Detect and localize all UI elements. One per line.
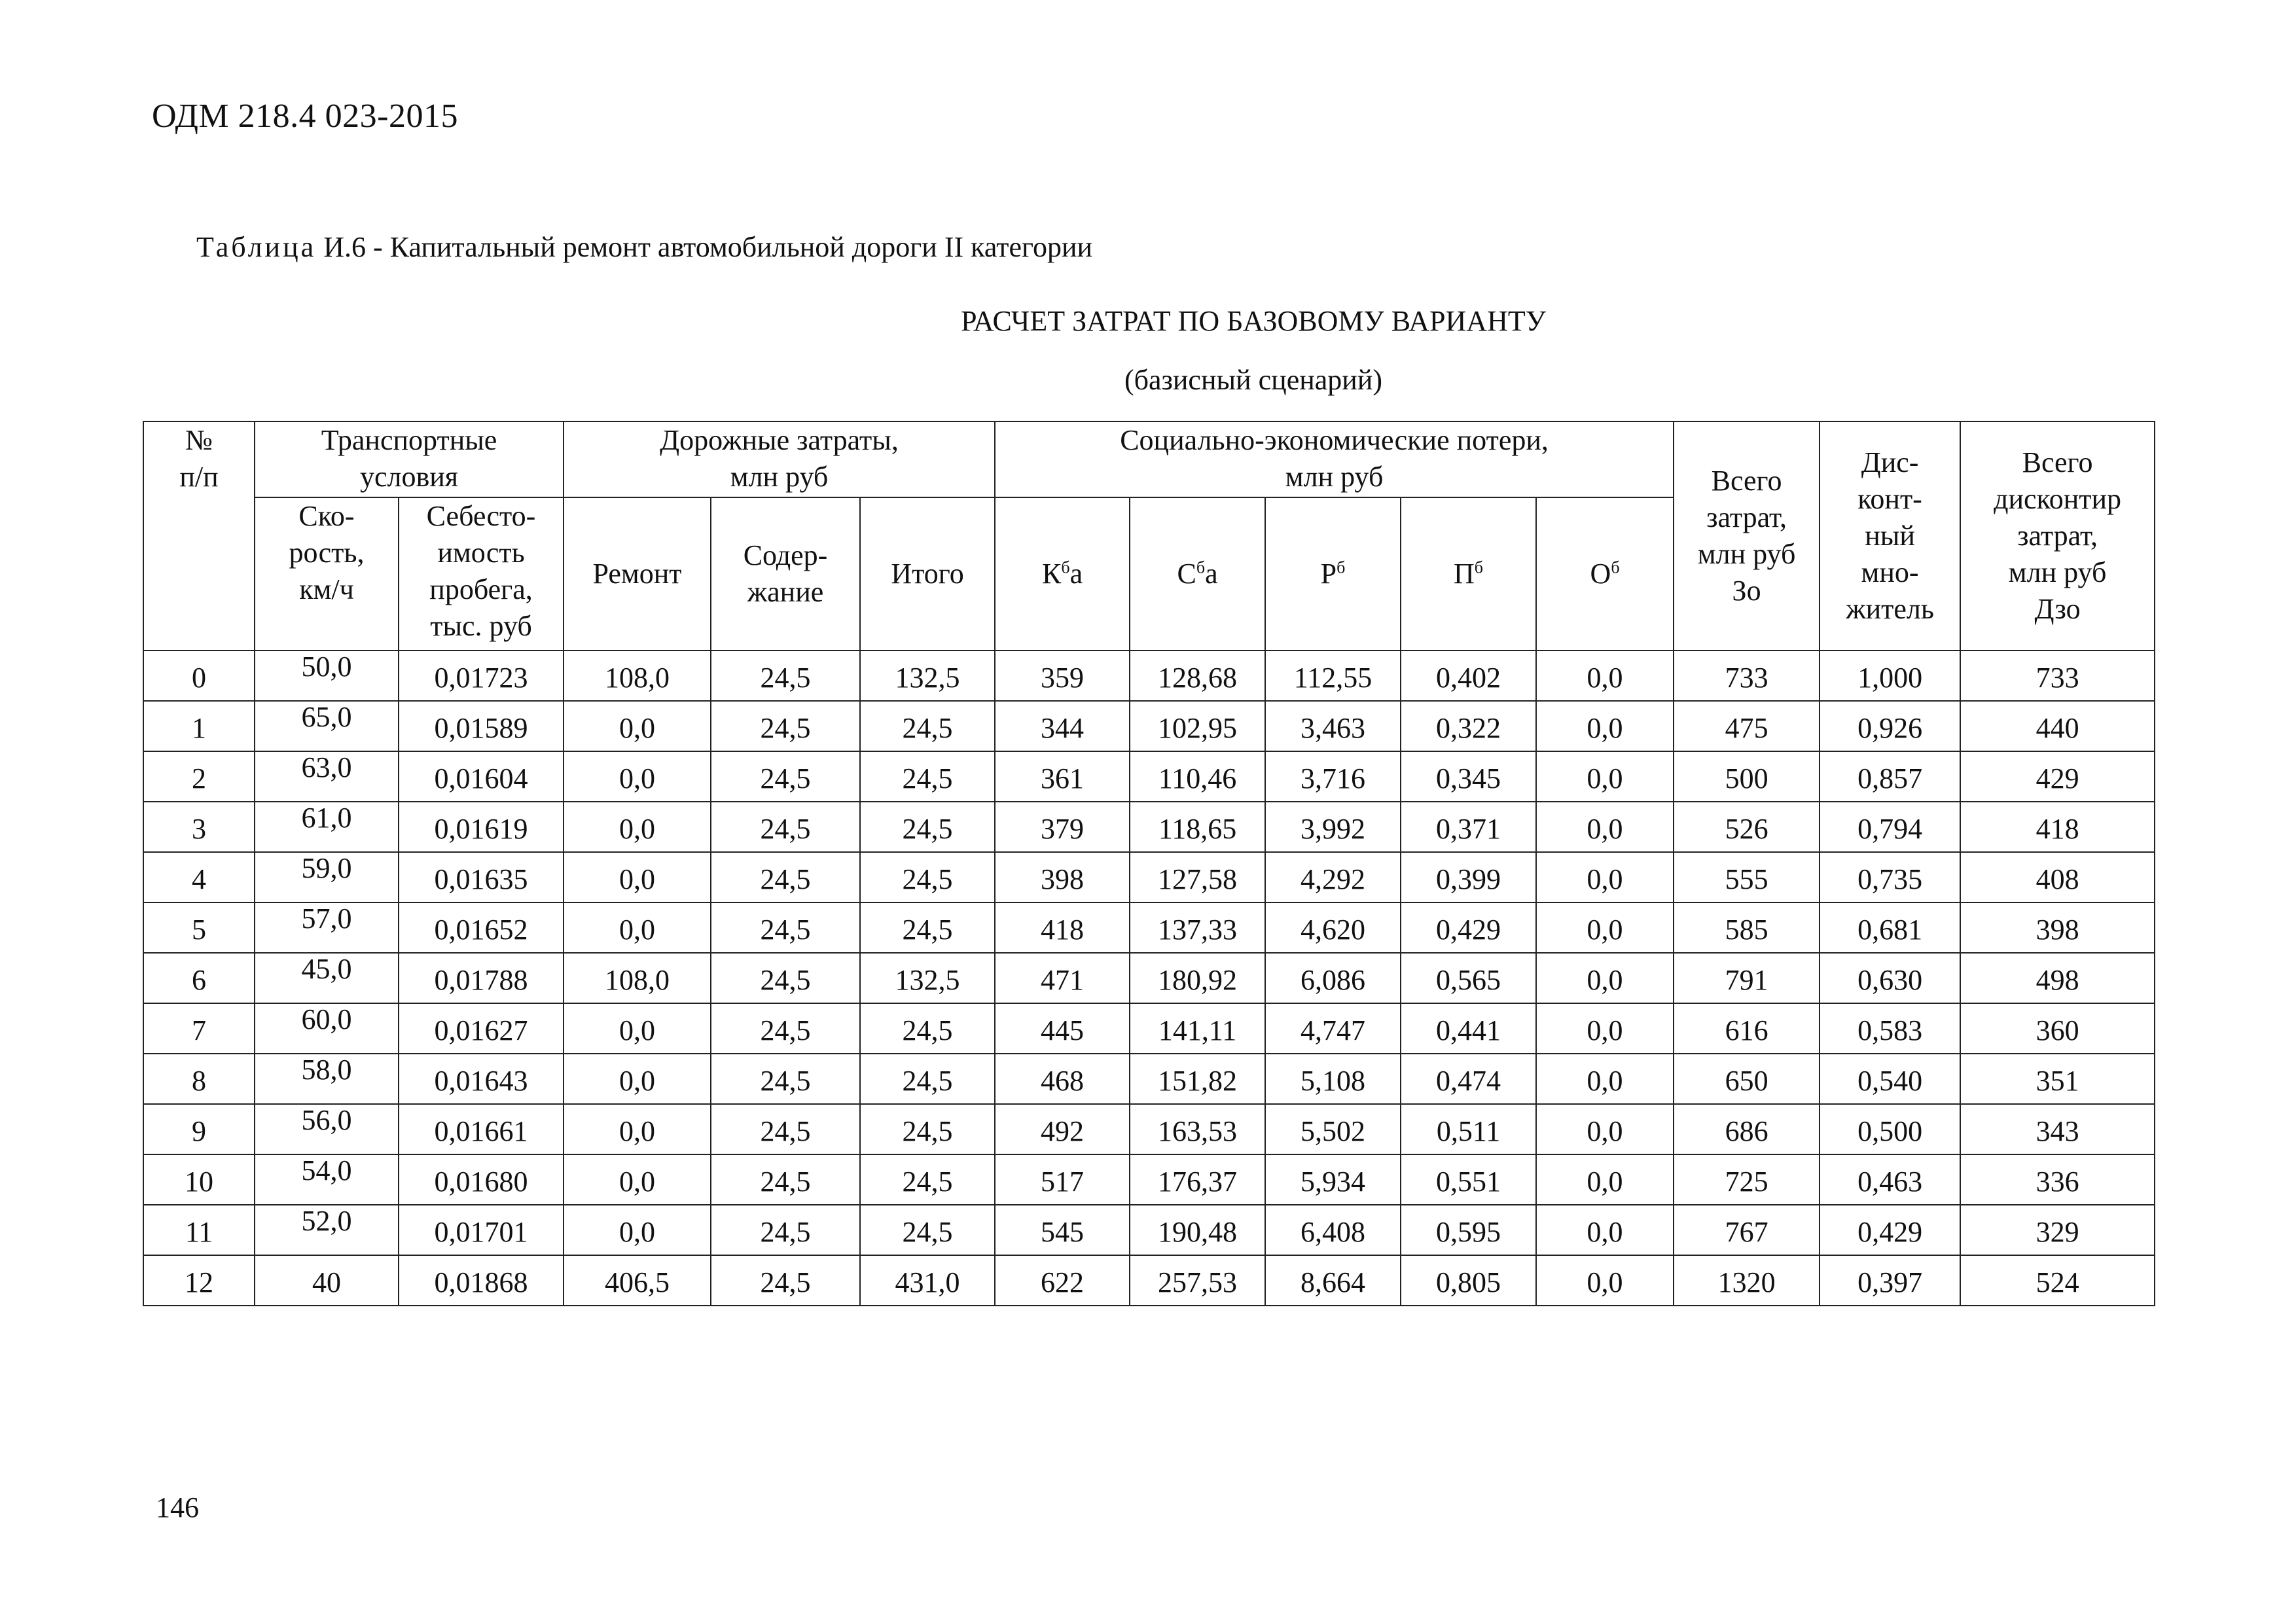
table-cell: 102,95 — [1130, 701, 1265, 751]
header-maintenance — [711, 497, 860, 651]
table-cell: 0,0 — [1536, 1205, 1674, 1255]
header-line: конт- — [1857, 483, 1922, 515]
table-cell: 24,5 — [860, 751, 995, 802]
table-cell: 132,5 — [860, 953, 995, 1003]
header-social-economic-losses — [995, 421, 1674, 497]
table-cell: 344 — [995, 701, 1130, 751]
table-cell: 11 — [143, 1205, 255, 1255]
table-cell: 24,5 — [711, 1154, 860, 1205]
table-cell: 24,5 — [860, 1104, 995, 1154]
table-caption — [196, 230, 1092, 264]
table-cell: 163,53 — [1130, 1104, 1265, 1154]
header-run-cost — [399, 497, 564, 651]
header-c-b-a-base: С — [1177, 558, 1196, 590]
header-line: житель — [1846, 593, 1934, 625]
table-cell: 0,0 — [1536, 852, 1674, 902]
table-cell: 0,322 — [1401, 701, 1536, 751]
header-line: ный — [1865, 520, 1915, 552]
header-line: Себесто- — [426, 500, 536, 532]
table-cell: 24,5 — [860, 1003, 995, 1054]
table-cell: 0,500 — [1820, 1104, 1960, 1154]
header-line: млн руб — [1285, 461, 1384, 493]
header-line: Ско- — [298, 500, 355, 532]
table-cell: 0,01723 — [399, 651, 564, 701]
table-subtitle: (базисный сценарий) — [1124, 364, 1383, 396]
table-cell: 468 — [995, 1054, 1130, 1104]
header-r-b-base: Р — [1320, 558, 1337, 590]
table-cell: 0,794 — [1820, 802, 1960, 852]
table-cell: 0,0 — [1536, 1104, 1674, 1154]
table-cell: 0,0 — [1536, 953, 1674, 1003]
table-cell: 0,0 — [564, 902, 711, 953]
table-cell: 0,0 — [1536, 802, 1674, 852]
table-cell: 0,0 — [564, 751, 711, 802]
table-cell: 257,53 — [1130, 1255, 1265, 1306]
table-cell: 24,5 — [711, 1205, 860, 1255]
header-p-b-base: П — [1454, 558, 1475, 590]
header-speed — [255, 497, 399, 651]
table-cell: 5,108 — [1265, 1054, 1401, 1104]
table-row — [143, 751, 2155, 802]
table-row — [143, 902, 2155, 953]
table-cell: 176,37 — [1130, 1154, 1265, 1205]
header-line: пробега, — [429, 573, 533, 605]
header-line: № — [185, 424, 213, 456]
table-cell: 360 — [1960, 1003, 2155, 1054]
table-cell: 24,5 — [860, 701, 995, 751]
table-cell: 0,0 — [1536, 1255, 1674, 1306]
header-line: Дзо — [2034, 593, 2081, 625]
table-cell: 329 — [1960, 1205, 2155, 1255]
table-body — [143, 651, 2155, 1306]
table-cell: 3 — [143, 802, 255, 852]
table-cell: 343 — [1960, 1104, 2155, 1154]
table-cell: 24,5 — [711, 1104, 860, 1154]
header-p-b-sup: б — [1474, 558, 1484, 577]
table-cell: 40 — [255, 1255, 399, 1306]
table-cell: 616 — [1674, 1003, 1820, 1054]
table-cell: 0,595 — [1401, 1205, 1536, 1255]
table-cell: 9 — [143, 1104, 255, 1154]
header-r-b-sup: б — [1336, 558, 1346, 577]
table-cell: 622 — [995, 1255, 1130, 1306]
table-cell: 361 — [995, 751, 1130, 802]
header-line: мно- — [1861, 556, 1919, 588]
table-cell: 24,5 — [711, 902, 860, 953]
table-cell: 440 — [1960, 701, 2155, 751]
table-cell: 6,086 — [1265, 953, 1401, 1003]
table-cell: 141,11 — [1130, 1003, 1265, 1054]
table-cell: 1320 — [1674, 1255, 1820, 1306]
table-cell: 24,5 — [711, 1054, 860, 1104]
table-cell: 0,0 — [1536, 651, 1674, 701]
table-cell: 398 — [1960, 902, 2155, 953]
header-line: п/п — [179, 461, 219, 493]
table-row — [143, 1104, 2155, 1154]
header-o-b-base: О — [1590, 558, 1611, 590]
table-cell: 0,397 — [1820, 1255, 1960, 1306]
table-cell: 118,65 — [1130, 802, 1265, 852]
table-cell: 791 — [1674, 953, 1820, 1003]
table-cell: 137,33 — [1130, 902, 1265, 953]
table-cell: 0,0 — [564, 1104, 711, 1154]
table-cell: 24,5 — [711, 1255, 860, 1306]
header-line: Всего — [1711, 465, 1782, 497]
table-cell: 0,463 — [1820, 1154, 1960, 1205]
table-cell: 0,429 — [1401, 902, 1536, 953]
header-line: млн руб — [2008, 556, 2107, 588]
table-cell: 471 — [995, 953, 1130, 1003]
table-cell: 431,0 — [860, 1255, 995, 1306]
header-c-b-a — [1130, 497, 1265, 651]
table-cell: 0,474 — [1401, 1054, 1536, 1104]
table-cell: 0,511 — [1401, 1104, 1536, 1154]
table-cell: 0,01661 — [399, 1104, 564, 1154]
header-line: Зо — [1732, 575, 1761, 607]
table-cell: 60,0 — [255, 1003, 399, 1054]
table-cell: 517 — [995, 1154, 1130, 1205]
table-cell: 12 — [143, 1255, 255, 1306]
table-cell: 0,0 — [564, 701, 711, 751]
table-cell: 0,0 — [1536, 1154, 1674, 1205]
table-cell: 6,408 — [1265, 1205, 1401, 1255]
table-row — [143, 1205, 2155, 1255]
table-row — [143, 1054, 2155, 1104]
table-cell: 10 — [143, 1154, 255, 1205]
table-row — [143, 701, 2155, 751]
header-line: затрат, — [1706, 501, 1787, 533]
table-cell: 0,01589 — [399, 701, 564, 751]
header-line: млн руб — [1697, 538, 1796, 570]
table-cell: 24,5 — [711, 1003, 860, 1054]
header-line: млн руб — [730, 461, 829, 493]
cost-calculation-table — [143, 421, 2155, 1306]
table-cell: 56,0 — [255, 1104, 399, 1154]
header-line: имость — [437, 537, 525, 569]
table-cell: 0,01604 — [399, 751, 564, 802]
table-cell: 24,5 — [860, 1154, 995, 1205]
table-cell: 3,992 — [1265, 802, 1401, 852]
table-cell: 7 — [143, 1003, 255, 1054]
table-row — [143, 651, 2155, 701]
header-sum: Итого — [860, 497, 995, 651]
table-cell: 45,0 — [255, 953, 399, 1003]
header-road-costs — [564, 421, 995, 497]
header-line: рость, — [289, 537, 365, 569]
table-row — [143, 1003, 2155, 1054]
header-repair: Ремонт — [564, 497, 711, 651]
table-cell: 0,01635 — [399, 852, 564, 902]
table-cell: 526 — [1674, 802, 1820, 852]
table-row — [143, 953, 2155, 1003]
table-cell: 0,01627 — [399, 1003, 564, 1054]
table-cell: 57,0 — [255, 902, 399, 953]
table-cell: 110,46 — [1130, 751, 1265, 802]
table-row — [143, 1154, 2155, 1205]
table-cell: 0,0 — [1536, 701, 1674, 751]
header-c-b-a-tail: а — [1205, 558, 1218, 590]
header-line: тыс. руб — [430, 610, 532, 642]
table-cell: 54,0 — [255, 1154, 399, 1205]
table-cell: 24,5 — [711, 701, 860, 751]
table-cell: 555 — [1674, 852, 1820, 902]
table-cell: 406,5 — [564, 1255, 711, 1306]
header-line: км/ч — [299, 573, 354, 605]
table-cell: 0,0 — [1536, 1054, 1674, 1104]
table-cell: 5 — [143, 902, 255, 953]
table-cell: 0,0 — [564, 802, 711, 852]
header-o-b-sup: б — [1611, 558, 1620, 577]
table-cell: 0,0 — [1536, 751, 1674, 802]
table-row — [143, 1255, 2155, 1306]
table-cell: 379 — [995, 802, 1130, 852]
table-cell: 650 — [1674, 1054, 1820, 1104]
table-cell: 0,402 — [1401, 651, 1536, 701]
header-total-costs — [1674, 421, 1820, 651]
table-cell: 108,0 — [564, 651, 711, 701]
table-cell: 408 — [1960, 852, 2155, 902]
table-cell: 24,5 — [860, 852, 995, 902]
header-line: жание — [747, 576, 824, 608]
table-cell: 475 — [1674, 701, 1820, 751]
header-c-b-a-sup: б — [1196, 558, 1206, 577]
table-cell: 733 — [1960, 651, 2155, 701]
table-cell: 686 — [1674, 1104, 1820, 1154]
table-cell: 429 — [1960, 751, 2155, 802]
table-cell: 180,92 — [1130, 953, 1265, 1003]
table-cell: 108,0 — [564, 953, 711, 1003]
table-cell: 498 — [1960, 953, 2155, 1003]
header-line: Транспортные — [321, 424, 497, 456]
table-cell: 8,664 — [1265, 1255, 1401, 1306]
table-row — [143, 852, 2155, 902]
table-cell: 524 — [1960, 1255, 2155, 1306]
table-cell: 0,540 — [1820, 1054, 1960, 1104]
table-cell: 767 — [1674, 1205, 1820, 1255]
table-cell: 0,01652 — [399, 902, 564, 953]
table-cell: 0,0 — [564, 1054, 711, 1104]
table-cell: 500 — [1674, 751, 1820, 802]
header-line: дисконтир — [1994, 483, 2122, 515]
table-cell: 0,441 — [1401, 1003, 1536, 1054]
table-cell: 4,292 — [1265, 852, 1401, 902]
table-cell: 336 — [1960, 1154, 2155, 1205]
table-cell: 59,0 — [255, 852, 399, 902]
table-cell: 585 — [1674, 902, 1820, 953]
table-cell: 0,805 — [1401, 1255, 1536, 1306]
header-line: Социально-экономические потери, — [1120, 424, 1549, 456]
table-cell: 24,5 — [711, 651, 860, 701]
table-cell: 0,681 — [1820, 902, 1960, 953]
table-cell: 5,934 — [1265, 1154, 1401, 1205]
table-cell: 24,5 — [711, 852, 860, 902]
table-cell: 0,345 — [1401, 751, 1536, 802]
document-code: ОДМ 218.4 023-2015 — [152, 98, 458, 135]
table-cell: 0,926 — [1820, 701, 1960, 751]
table-caption-text: И.6 - Капитальный ремонт автомобильной дороги II категории — [316, 231, 1093, 263]
table-cell: 1,000 — [1820, 651, 1960, 701]
table-cell: 24,5 — [711, 751, 860, 802]
table-cell: 24,5 — [860, 902, 995, 953]
table-cell: 0,01788 — [399, 953, 564, 1003]
header-line: затрат, — [2017, 520, 2098, 552]
table-cell: 190,48 — [1130, 1205, 1265, 1255]
table-cell: 128,68 — [1130, 651, 1265, 701]
table-cell: 58,0 — [255, 1054, 399, 1104]
header-k-b-a-tail: а — [1069, 558, 1083, 590]
table-cell: 5,502 — [1265, 1104, 1401, 1154]
table-cell: 24,5 — [860, 1054, 995, 1104]
table-cell: 0,630 — [1820, 953, 1960, 1003]
table-cell: 3,716 — [1265, 751, 1401, 802]
table-cell: 3,463 — [1265, 701, 1401, 751]
table-title: РАСЧЕТ ЗАТРАТ ПО БАЗОВОМУ ВАРИАНТУ — [961, 305, 1546, 337]
header-line: Всего — [2022, 446, 2093, 478]
table-cell: 127,58 — [1130, 852, 1265, 902]
table-cell: 52,0 — [255, 1205, 399, 1255]
table-cell: 4,620 — [1265, 902, 1401, 953]
header-line: Содер- — [743, 539, 828, 571]
table-cell: 445 — [995, 1003, 1130, 1054]
table-cell: 0,399 — [1401, 852, 1536, 902]
header-o-b — [1536, 497, 1674, 651]
header-line: условия — [359, 461, 459, 493]
table-cell: 0,0 — [1536, 1003, 1674, 1054]
table-cell: 24,5 — [711, 802, 860, 852]
header-discount-factor — [1820, 421, 1960, 651]
header-k-b-a — [995, 497, 1130, 651]
page-number: 146 — [156, 1491, 199, 1524]
header-k-b-a-base: К — [1041, 558, 1062, 590]
header-r-b — [1265, 497, 1401, 651]
header-line: Дис- — [1861, 446, 1919, 478]
table-cell: 0,01619 — [399, 802, 564, 852]
table-cell: 24,5 — [860, 802, 995, 852]
table-cell: 0,0 — [564, 1154, 711, 1205]
table-cell: 545 — [995, 1205, 1130, 1255]
table-cell: 0,565 — [1401, 953, 1536, 1003]
table-cell: 132,5 — [860, 651, 995, 701]
table-cell: 50,0 — [255, 651, 399, 701]
header-p-b — [1401, 497, 1536, 651]
table-cell: 0,0 — [564, 852, 711, 902]
table-cell: 725 — [1674, 1154, 1820, 1205]
table-cell: 2 — [143, 751, 255, 802]
table-cell: 733 — [1674, 651, 1820, 701]
header-transport-conditions — [255, 421, 564, 497]
table-cell: 398 — [995, 852, 1130, 902]
table-cell: 0,429 — [1820, 1205, 1960, 1255]
table-cell: 8 — [143, 1054, 255, 1104]
table-cell: 1 — [143, 701, 255, 751]
table-cell: 0,0 — [564, 1003, 711, 1054]
table-cell: 4,747 — [1265, 1003, 1401, 1054]
table-cell: 492 — [995, 1104, 1130, 1154]
header-line: Дорожные затраты, — [660, 424, 899, 456]
table-cell: 418 — [1960, 802, 2155, 852]
header-total-discounted-costs — [1960, 421, 2155, 651]
header-number — [143, 421, 255, 651]
table-cell: 0,583 — [1820, 1003, 1960, 1054]
table-cell: 0,0 — [564, 1205, 711, 1255]
table-row — [143, 802, 2155, 852]
table-cell: 0,01701 — [399, 1205, 564, 1255]
table-cell: 24,5 — [860, 1205, 995, 1255]
table-cell: 61,0 — [255, 802, 399, 852]
table-cell: 6 — [143, 953, 255, 1003]
table-cell: 0,857 — [1820, 751, 1960, 802]
table-cell: 112,55 — [1265, 651, 1401, 701]
table-cell: 0,735 — [1820, 852, 1960, 902]
table-cell: 0 — [143, 651, 255, 701]
table-caption-label: Таблица — [196, 231, 317, 263]
table-cell: 24,5 — [711, 953, 860, 1003]
header-k-b-a-sup: б — [1061, 558, 1070, 577]
table-cell: 0,01868 — [399, 1255, 564, 1306]
table-cell: 4 — [143, 852, 255, 902]
table-cell: 0,01643 — [399, 1054, 564, 1104]
table-cell: 65,0 — [255, 701, 399, 751]
table-cell: 0,371 — [1401, 802, 1536, 852]
table-cell: 359 — [995, 651, 1130, 701]
table-cell: 151,82 — [1130, 1054, 1265, 1104]
table-cell: 63,0 — [255, 751, 399, 802]
table-cell: 351 — [1960, 1054, 2155, 1104]
table-cell: 0,551 — [1401, 1154, 1536, 1205]
table-cell: 0,0 — [1536, 902, 1674, 953]
table-cell: 418 — [995, 902, 1130, 953]
table-cell: 0,01680 — [399, 1154, 564, 1205]
